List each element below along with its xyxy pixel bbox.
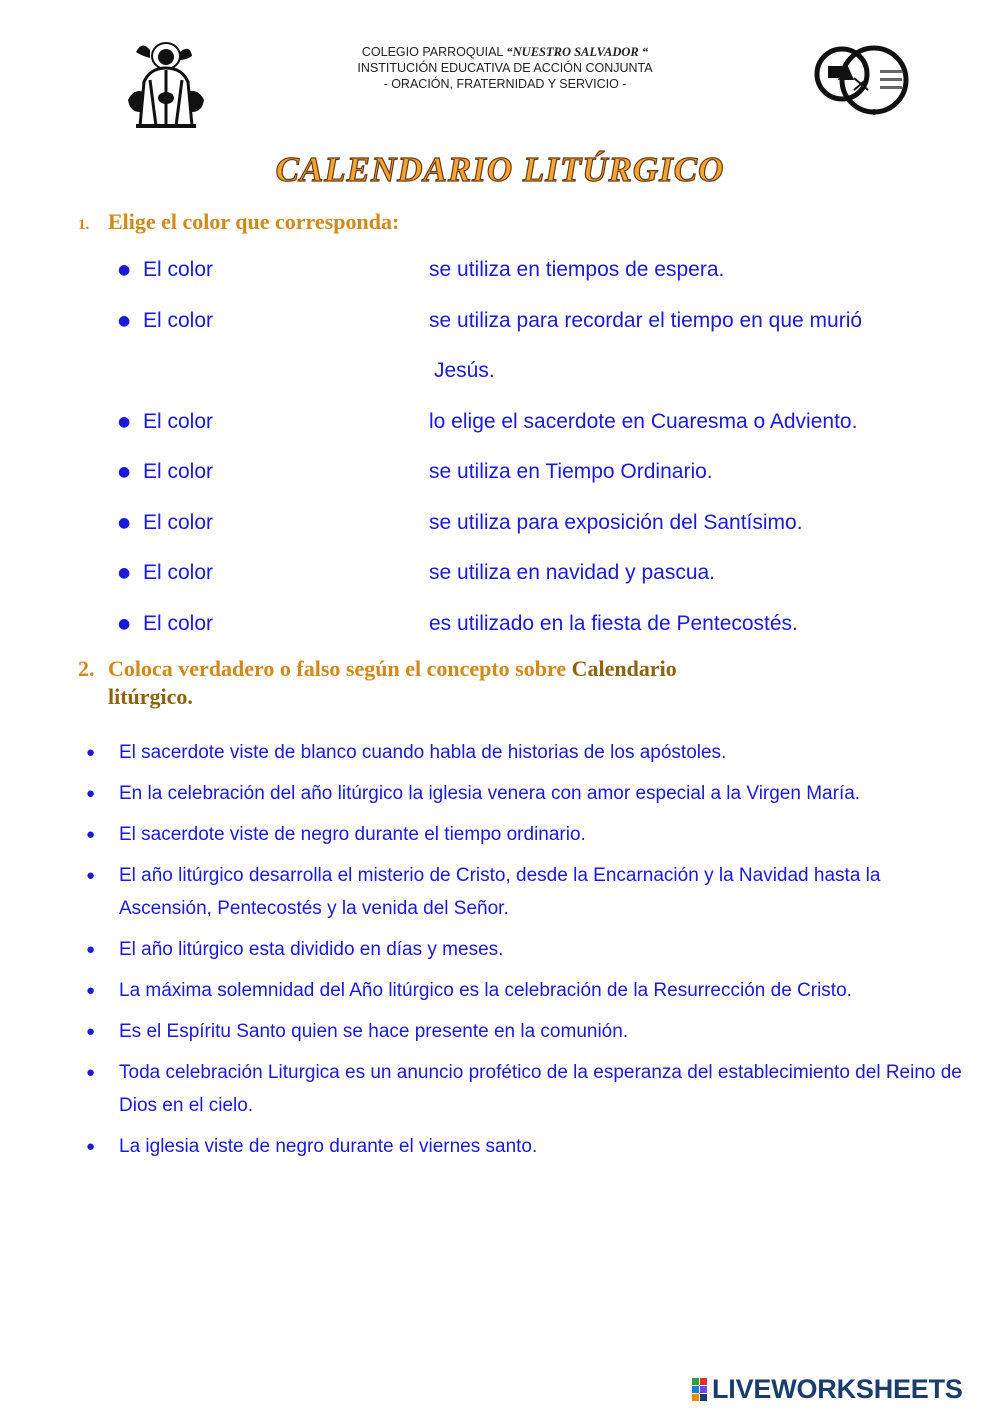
item-description: es utilizado en la fiesta de Pentecostés.	[429, 611, 798, 635]
school-motto: - ORACIÓN, FRATERNIDAD Y SERVICIO -	[383, 77, 627, 91]
list-item	[82, 736, 962, 769]
item-label: El color	[143, 611, 214, 635]
saint-logo-icon	[120, 40, 212, 128]
statement-text: El año litúrgico desarrolla el misterio de Cristo, desde la Encarnación y la Navidad hasta la Ascensión, Pentecostés y la venida del Señor.	[119, 865, 881, 919]
page-title: CALENDARIO LITÚRGICO	[275, 150, 725, 189]
question-2-heading	[78, 655, 958, 711]
item-description: se utiliza para exposición del Santísimo.	[429, 510, 803, 534]
liveworksheets-icon	[692, 1378, 708, 1402]
item-description: se utiliza en Tiempo Ordinario.	[429, 460, 713, 483]
statement-text: La máxima solemnidad del Año litúrgico es la celebración de la Resurrección de Cristo.	[119, 980, 852, 1001]
bullet-icon: ●	[86, 1023, 96, 1040]
liveworksheets-brand: LIVEWORKSHEETS	[712, 1374, 963, 1404]
bullet-icon: ●	[86, 867, 96, 884]
true-false-list	[82, 736, 962, 1171]
question-2-topic: Calendario	[571, 656, 677, 681]
statement-text: En la celebración del año litúrgico la iglesia venera con amor especial a la Virgen María.	[119, 783, 861, 804]
page-header	[0, 40, 1000, 130]
item-label: El color	[143, 308, 214, 332]
question-1-number: 1.	[78, 217, 90, 233]
list-item	[82, 933, 962, 966]
bullet-icon: ●	[86, 1064, 96, 1081]
list-item	[82, 1056, 962, 1122]
bullet-icon: ●	[118, 615, 131, 632]
statement-text: Toda celebración Liturgica es un anuncio profético de la esperanza del establecimiento del Reino de Dios en el cielo.	[119, 1062, 962, 1116]
bullet-icon: ●	[86, 982, 96, 999]
statement-text: La iglesia viste de negro durante el viernes santo.	[119, 1136, 538, 1157]
bullet-icon: ●	[86, 826, 96, 843]
list-item	[118, 604, 978, 655]
statement-text: El sacerdote viste de blanco cuando habla de historias de los apóstoles.	[119, 742, 727, 763]
item-label: El color	[143, 510, 214, 534]
list-item	[118, 402, 978, 453]
bullet-icon: ●	[118, 413, 131, 430]
bullet-icon: ●	[118, 514, 131, 531]
list-item	[118, 301, 978, 402]
bullet-icon: ●	[118, 312, 131, 329]
list-item	[82, 974, 962, 1007]
list-item	[118, 553, 978, 604]
list-item	[82, 1015, 962, 1048]
item-label: El color	[143, 409, 214, 433]
school-prefix: COLEGIO PARROQUIAL	[361, 45, 503, 59]
item-description: lo elige el sacerdote en Cuaresma o Adviento.	[429, 409, 858, 433]
list-item	[118, 250, 978, 301]
item-description: se utiliza para recordar el tiempo en que murió	[429, 308, 863, 332]
bullet-icon: ●	[86, 941, 96, 958]
list-item	[82, 859, 962, 925]
question-2-text: Coloca verdadero o falso según el concepto sobre	[108, 656, 567, 681]
item-description: se utiliza en navidad y pascua.	[429, 561, 716, 584]
list-item	[118, 503, 978, 554]
bullet-icon: ●	[86, 744, 96, 761]
list-item	[82, 777, 962, 810]
list-item	[82, 1130, 962, 1163]
item-label: El color	[143, 561, 214, 584]
statement-text: El año litúrgico esta dividido en días y meses.	[119, 939, 504, 960]
bullet-icon: ●	[118, 262, 131, 278]
item-description-continued: Jesús.	[434, 358, 495, 382]
item-label: El color	[143, 460, 214, 483]
school-name: “NUESTRO SALVADOR “	[506, 45, 649, 59]
bullet-icon: ●	[86, 1138, 96, 1155]
bullet-icon: ●	[118, 464, 131, 480]
question-2-topic-end: litúrgico.	[108, 684, 193, 709]
statement-text: Es el Espíritu Santo quien se hace presente en la comunión.	[119, 1021, 629, 1042]
bullet-icon: ●	[86, 785, 96, 802]
list-item	[82, 818, 962, 851]
color-question-list	[118, 250, 978, 654]
school-seal-icon	[814, 40, 914, 116]
school-header-text	[300, 44, 710, 92]
bullet-icon: ●	[118, 565, 131, 581]
item-description: se utiliza en tiempos de espera.	[429, 258, 725, 281]
item-label: El color	[143, 258, 214, 281]
list-item	[118, 452, 978, 503]
statement-text: El sacerdote viste de negro durante el tiempo ordinario.	[119, 824, 586, 845]
liveworksheets-logo[interactable]	[692, 1374, 992, 1406]
question-2-number: 2.	[78, 656, 95, 681]
question-1-heading	[78, 208, 399, 239]
question-1-text: Elige el color que corresponda:	[108, 209, 400, 234]
school-institution: INSTITUCIÓN EDUCATIVA DE ACCIÓN CONJUNTA	[357, 61, 653, 75]
